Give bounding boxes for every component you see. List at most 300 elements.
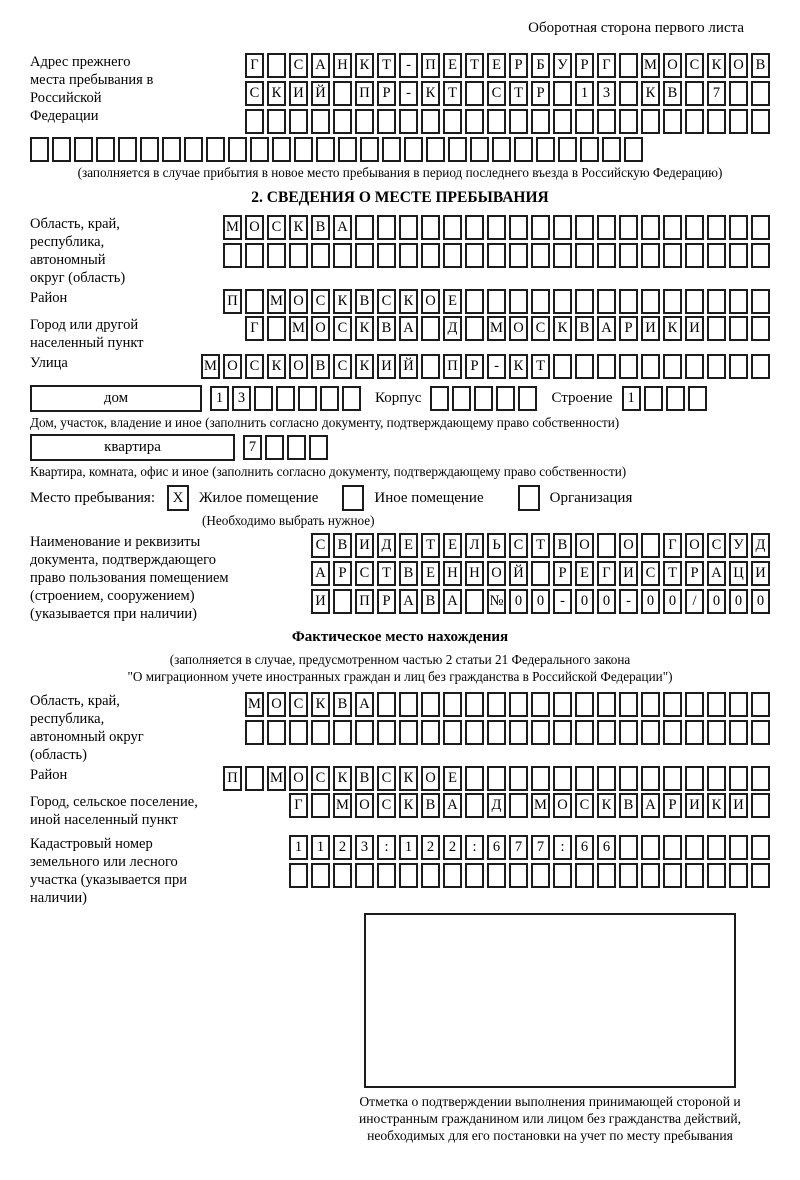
char-cell[interactable]: 7 <box>707 81 726 106</box>
char-cell[interactable] <box>729 692 748 717</box>
char-cell[interactable]: К <box>553 316 572 341</box>
char-cell[interactable] <box>377 720 396 745</box>
char-cell[interactable] <box>421 354 440 379</box>
char-cell[interactable] <box>404 137 423 162</box>
char-cell[interactable]: 0 <box>707 589 726 614</box>
char-cell[interactable] <box>443 109 462 134</box>
char-cell[interactable] <box>663 766 682 791</box>
char-cell[interactable]: И <box>311 589 330 614</box>
char-cell[interactable]: Т <box>421 533 440 558</box>
char-cell[interactable]: 7 <box>243 435 262 460</box>
char-cell[interactable] <box>399 215 418 240</box>
char-cell[interactable]: А <box>355 692 374 717</box>
char-cell[interactable] <box>443 215 462 240</box>
char-cell[interactable]: А <box>641 793 660 818</box>
char-cell[interactable]: К <box>597 793 616 818</box>
char-cell[interactable]: Л <box>465 533 484 558</box>
char-cell[interactable]: В <box>377 316 396 341</box>
char-cell[interactable] <box>509 243 528 268</box>
char-cell[interactable] <box>487 720 506 745</box>
char-cell[interactable]: К <box>311 692 330 717</box>
char-cell[interactable] <box>355 215 374 240</box>
char-cell[interactable] <box>272 137 291 162</box>
char-cell[interactable] <box>452 386 471 411</box>
char-cell[interactable]: О <box>289 354 308 379</box>
char-cell[interactable]: М <box>641 53 660 78</box>
char-cell[interactable] <box>487 243 506 268</box>
char-cell[interactable] <box>338 137 357 162</box>
char-cell[interactable]: М <box>267 766 286 791</box>
char-cell[interactable]: К <box>267 354 286 379</box>
char-cell[interactable] <box>575 215 594 240</box>
char-cell[interactable]: В <box>333 533 352 558</box>
char-cell[interactable]: В <box>399 561 418 586</box>
char-cell[interactable] <box>311 243 330 268</box>
char-cell[interactable]: К <box>399 766 418 791</box>
char-cell[interactable]: У <box>553 53 572 78</box>
char-cell[interactable]: 6 <box>597 835 616 860</box>
char-cell[interactable]: О <box>223 354 242 379</box>
char-cell[interactable] <box>553 109 572 134</box>
char-cell[interactable] <box>729 81 748 106</box>
char-cell[interactable]: Й <box>509 561 528 586</box>
char-cell[interactable]: Д <box>377 533 396 558</box>
char-cell[interactable] <box>245 289 264 314</box>
char-cell[interactable]: 1 <box>399 835 418 860</box>
char-cell[interactable] <box>685 863 704 888</box>
char-cell[interactable]: 3 <box>597 81 616 106</box>
char-cell[interactable]: О <box>421 766 440 791</box>
char-cell[interactable]: М <box>267 289 286 314</box>
char-cell[interactable]: П <box>223 289 242 314</box>
char-cell[interactable] <box>487 863 506 888</box>
char-cell[interactable] <box>597 109 616 134</box>
char-cell[interactable] <box>254 386 273 411</box>
char-cell[interactable]: С <box>311 766 330 791</box>
char-cell[interactable]: Ц <box>729 561 748 586</box>
char-cell[interactable]: 6 <box>487 835 506 860</box>
char-cell[interactable] <box>245 109 264 134</box>
char-cell[interactable] <box>580 137 599 162</box>
char-cell[interactable] <box>641 835 660 860</box>
char-cell[interactable]: И <box>641 316 660 341</box>
char-cell[interactable]: - <box>553 589 572 614</box>
char-cell[interactable]: Р <box>509 53 528 78</box>
char-cell[interactable]: 1 <box>210 386 229 411</box>
char-cell[interactable] <box>474 386 493 411</box>
char-cell[interactable]: А <box>399 589 418 614</box>
char-cell[interactable] <box>399 692 418 717</box>
char-cell[interactable]: Т <box>663 561 682 586</box>
char-cell[interactable] <box>531 720 550 745</box>
char-cell[interactable] <box>250 137 269 162</box>
char-cell[interactable]: С <box>685 53 704 78</box>
char-cell[interactable] <box>751 289 770 314</box>
char-cell[interactable] <box>333 863 352 888</box>
char-cell[interactable]: М <box>333 793 352 818</box>
char-cell[interactable] <box>624 137 643 162</box>
char-cell[interactable] <box>421 863 440 888</box>
char-cell[interactable]: - <box>619 589 638 614</box>
char-cell[interactable] <box>597 766 616 791</box>
char-cell[interactable]: К <box>333 766 352 791</box>
char-cell[interactable] <box>707 243 726 268</box>
char-cell[interactable]: К <box>707 793 726 818</box>
char-cell[interactable] <box>465 215 484 240</box>
char-cell[interactable] <box>287 435 306 460</box>
char-cell[interactable] <box>355 863 374 888</box>
char-cell[interactable] <box>228 137 247 162</box>
char-cell[interactable]: В <box>355 766 374 791</box>
char-cell[interactable]: 3 <box>355 835 374 860</box>
char-cell[interactable] <box>399 109 418 134</box>
char-cell[interactable]: К <box>289 215 308 240</box>
char-cell[interactable]: Р <box>377 589 396 614</box>
char-cell[interactable]: С <box>707 533 726 558</box>
char-cell[interactable] <box>509 720 528 745</box>
char-cell[interactable] <box>342 386 361 411</box>
char-cell[interactable]: : <box>465 835 484 860</box>
char-cell[interactable] <box>426 137 445 162</box>
char-cell[interactable] <box>685 289 704 314</box>
char-cell[interactable]: Р <box>465 354 484 379</box>
char-cell[interactable]: И <box>751 561 770 586</box>
char-cell[interactable]: Г <box>245 53 264 78</box>
char-cell[interactable] <box>289 109 308 134</box>
char-cell[interactable] <box>602 137 621 162</box>
char-cell[interactable]: : <box>553 835 572 860</box>
char-cell[interactable] <box>663 109 682 134</box>
char-cell[interactable] <box>509 289 528 314</box>
char-cell[interactable] <box>729 109 748 134</box>
char-cell[interactable] <box>663 215 682 240</box>
char-cell[interactable]: К <box>707 53 726 78</box>
char-cell[interactable] <box>377 109 396 134</box>
char-cell[interactable]: И <box>729 793 748 818</box>
char-cell[interactable] <box>751 243 770 268</box>
char-cell[interactable] <box>707 215 726 240</box>
char-cell[interactable]: А <box>707 561 726 586</box>
char-cell[interactable] <box>641 215 660 240</box>
char-cell[interactable]: О <box>509 316 528 341</box>
char-cell[interactable] <box>575 692 594 717</box>
char-cell[interactable] <box>118 137 137 162</box>
char-cell[interactable]: И <box>355 533 374 558</box>
char-cell[interactable] <box>644 386 663 411</box>
char-cell[interactable]: С <box>289 692 308 717</box>
char-cell[interactable] <box>96 137 115 162</box>
char-cell[interactable] <box>509 766 528 791</box>
char-cell[interactable] <box>509 863 528 888</box>
char-cell[interactable] <box>619 289 638 314</box>
char-cell[interactable] <box>360 137 379 162</box>
char-cell[interactable] <box>597 243 616 268</box>
char-cell[interactable] <box>619 720 638 745</box>
char-cell[interactable]: М <box>201 354 220 379</box>
char-cell[interactable]: 1 <box>289 835 308 860</box>
char-cell[interactable]: О <box>487 561 506 586</box>
checkbox-org[interactable] <box>518 485 540 511</box>
char-cell[interactable] <box>641 243 660 268</box>
char-cell[interactable] <box>320 386 339 411</box>
char-cell[interactable] <box>641 289 660 314</box>
char-cell[interactable] <box>729 316 748 341</box>
char-cell[interactable]: 2 <box>333 835 352 860</box>
char-cell[interactable] <box>575 243 594 268</box>
char-cell[interactable] <box>575 720 594 745</box>
char-cell[interactable] <box>289 243 308 268</box>
char-cell[interactable] <box>553 81 572 106</box>
char-cell[interactable] <box>421 109 440 134</box>
char-cell[interactable] <box>597 533 616 558</box>
char-cell[interactable]: М <box>531 793 550 818</box>
char-cell[interactable] <box>355 109 374 134</box>
char-cell[interactable]: В <box>421 589 440 614</box>
char-cell[interactable] <box>245 720 264 745</box>
char-cell[interactable]: К <box>355 53 374 78</box>
char-cell[interactable] <box>751 109 770 134</box>
char-cell[interactable]: Т <box>465 53 484 78</box>
char-cell[interactable] <box>487 215 506 240</box>
char-cell[interactable]: Р <box>531 81 550 106</box>
char-cell[interactable]: О <box>619 533 638 558</box>
char-cell[interactable]: П <box>443 354 462 379</box>
char-cell[interactable] <box>575 109 594 134</box>
char-cell[interactable]: : <box>377 835 396 860</box>
char-cell[interactable] <box>707 354 726 379</box>
char-cell[interactable] <box>487 766 506 791</box>
char-cell[interactable] <box>289 863 308 888</box>
char-cell[interactable]: Т <box>531 354 550 379</box>
char-cell[interactable] <box>751 354 770 379</box>
char-cell[interactable] <box>509 692 528 717</box>
char-cell[interactable] <box>399 243 418 268</box>
char-cell[interactable]: Р <box>575 53 594 78</box>
char-cell[interactable]: К <box>399 289 418 314</box>
char-cell[interactable] <box>448 137 467 162</box>
char-cell[interactable]: 1 <box>575 81 594 106</box>
char-cell[interactable] <box>685 215 704 240</box>
char-cell[interactable] <box>399 720 418 745</box>
char-cell[interactable]: Н <box>333 53 352 78</box>
char-cell[interactable]: С <box>245 81 264 106</box>
char-cell[interactable] <box>685 243 704 268</box>
char-cell[interactable]: С <box>311 289 330 314</box>
char-cell[interactable]: Г <box>597 53 616 78</box>
char-cell[interactable] <box>685 692 704 717</box>
char-cell[interactable] <box>382 137 401 162</box>
char-cell[interactable] <box>487 289 506 314</box>
char-cell[interactable]: В <box>575 316 594 341</box>
char-cell[interactable]: Г <box>289 793 308 818</box>
char-cell[interactable]: А <box>311 53 330 78</box>
char-cell[interactable] <box>465 692 484 717</box>
char-cell[interactable]: А <box>333 215 352 240</box>
char-cell[interactable] <box>223 243 242 268</box>
char-cell[interactable]: К <box>641 81 660 106</box>
char-cell[interactable] <box>553 863 572 888</box>
char-cell[interactable]: - <box>399 81 418 106</box>
char-cell[interactable]: С <box>487 81 506 106</box>
char-cell[interactable] <box>421 243 440 268</box>
char-cell[interactable]: О <box>729 53 748 78</box>
char-cell[interactable] <box>751 692 770 717</box>
char-cell[interactable]: В <box>553 533 572 558</box>
char-cell[interactable] <box>267 316 286 341</box>
char-cell[interactable]: 0 <box>751 589 770 614</box>
char-cell[interactable]: А <box>597 316 616 341</box>
char-cell[interactable] <box>619 215 638 240</box>
char-cell[interactable]: Д <box>751 533 770 558</box>
char-cell[interactable] <box>666 386 685 411</box>
char-cell[interactable]: С <box>377 766 396 791</box>
char-cell[interactable]: П <box>355 81 374 106</box>
char-cell[interactable]: Д <box>487 793 506 818</box>
char-cell[interactable]: О <box>575 533 594 558</box>
char-cell[interactable] <box>707 863 726 888</box>
char-cell[interactable]: А <box>443 589 462 614</box>
char-cell[interactable]: Р <box>663 793 682 818</box>
char-cell[interactable]: 3 <box>232 386 251 411</box>
char-cell[interactable]: Т <box>377 53 396 78</box>
char-cell[interactable] <box>496 386 515 411</box>
char-cell[interactable]: О <box>421 289 440 314</box>
char-cell[interactable] <box>311 109 330 134</box>
char-cell[interactable]: М <box>223 215 242 240</box>
char-cell[interactable] <box>531 243 550 268</box>
char-cell[interactable]: И <box>619 561 638 586</box>
char-cell[interactable] <box>74 137 93 162</box>
char-cell[interactable]: П <box>223 766 242 791</box>
char-cell[interactable] <box>751 766 770 791</box>
char-cell[interactable] <box>729 215 748 240</box>
char-cell[interactable]: 0 <box>575 589 594 614</box>
char-cell[interactable]: В <box>663 81 682 106</box>
char-cell[interactable]: В <box>311 215 330 240</box>
char-cell[interactable]: Н <box>465 561 484 586</box>
char-cell[interactable]: Р <box>553 561 572 586</box>
char-cell[interactable] <box>707 109 726 134</box>
char-cell[interactable] <box>140 137 159 162</box>
char-cell[interactable]: Г <box>245 316 264 341</box>
char-cell[interactable] <box>597 215 616 240</box>
char-cell[interactable] <box>685 109 704 134</box>
char-cell[interactable]: О <box>355 793 374 818</box>
char-cell[interactable] <box>685 835 704 860</box>
char-cell[interactable] <box>707 289 726 314</box>
char-cell[interactable]: К <box>267 81 286 106</box>
char-cell[interactable]: Й <box>399 354 418 379</box>
char-cell[interactable]: С <box>575 793 594 818</box>
char-cell[interactable] <box>619 692 638 717</box>
char-cell[interactable]: Р <box>333 561 352 586</box>
char-cell[interactable] <box>509 215 528 240</box>
char-cell[interactable] <box>619 243 638 268</box>
char-cell[interactable] <box>619 109 638 134</box>
char-cell[interactable] <box>267 243 286 268</box>
checkbox-zhiloe[interactable]: X <box>167 485 189 511</box>
char-cell[interactable]: / <box>685 589 704 614</box>
char-cell[interactable]: Г <box>663 533 682 558</box>
char-cell[interactable]: К <box>421 81 440 106</box>
char-cell[interactable]: - <box>487 354 506 379</box>
char-cell[interactable]: С <box>311 533 330 558</box>
char-cell[interactable] <box>245 766 264 791</box>
char-cell[interactable] <box>688 386 707 411</box>
char-cell[interactable]: Т <box>377 561 396 586</box>
char-cell[interactable]: И <box>685 793 704 818</box>
char-cell[interactable] <box>531 215 550 240</box>
char-cell[interactable]: С <box>377 793 396 818</box>
char-cell[interactable] <box>333 589 352 614</box>
char-cell[interactable] <box>707 316 726 341</box>
char-cell[interactable] <box>276 386 295 411</box>
char-cell[interactable]: Р <box>377 81 396 106</box>
char-cell[interactable]: 0 <box>641 589 660 614</box>
char-cell[interactable]: Й <box>311 81 330 106</box>
char-cell[interactable] <box>443 720 462 745</box>
char-cell[interactable] <box>685 766 704 791</box>
char-cell[interactable] <box>685 81 704 106</box>
char-cell[interactable]: 2 <box>421 835 440 860</box>
char-cell[interactable]: Г <box>597 561 616 586</box>
char-cell[interactable]: П <box>355 589 374 614</box>
char-cell[interactable]: Ь <box>487 533 506 558</box>
char-cell[interactable] <box>333 720 352 745</box>
char-cell[interactable]: С <box>377 289 396 314</box>
char-cell[interactable] <box>641 354 660 379</box>
char-cell[interactable] <box>619 81 638 106</box>
char-cell[interactable] <box>685 354 704 379</box>
char-cell[interactable]: 0 <box>531 589 550 614</box>
char-cell[interactable] <box>641 863 660 888</box>
char-cell[interactable] <box>575 766 594 791</box>
char-cell[interactable]: В <box>355 289 374 314</box>
char-cell[interactable] <box>311 863 330 888</box>
char-cell[interactable]: Е <box>443 766 462 791</box>
char-cell[interactable] <box>355 720 374 745</box>
char-cell[interactable] <box>289 720 308 745</box>
char-cell[interactable]: 6 <box>575 835 594 860</box>
char-cell[interactable] <box>663 692 682 717</box>
char-cell[interactable] <box>531 289 550 314</box>
char-cell[interactable]: В <box>751 53 770 78</box>
char-cell[interactable]: 1 <box>311 835 330 860</box>
char-cell[interactable] <box>316 137 335 162</box>
char-cell[interactable]: Е <box>443 289 462 314</box>
char-cell[interactable]: О <box>685 533 704 558</box>
char-cell[interactable]: Е <box>421 561 440 586</box>
char-cell[interactable] <box>751 81 770 106</box>
char-cell[interactable] <box>707 692 726 717</box>
char-cell[interactable] <box>377 215 396 240</box>
char-cell[interactable] <box>265 435 284 460</box>
char-cell[interactable]: У <box>729 533 748 558</box>
char-cell[interactable] <box>558 137 577 162</box>
char-cell[interactable]: К <box>355 316 374 341</box>
char-cell[interactable] <box>597 289 616 314</box>
char-cell[interactable] <box>421 215 440 240</box>
char-cell[interactable] <box>663 863 682 888</box>
char-cell[interactable]: Н <box>443 561 462 586</box>
char-cell[interactable] <box>663 243 682 268</box>
char-cell[interactable]: С <box>245 354 264 379</box>
char-cell[interactable] <box>509 109 528 134</box>
char-cell[interactable] <box>509 793 528 818</box>
char-cell[interactable] <box>641 533 660 558</box>
char-cell[interactable] <box>267 720 286 745</box>
char-cell[interactable]: С <box>333 354 352 379</box>
